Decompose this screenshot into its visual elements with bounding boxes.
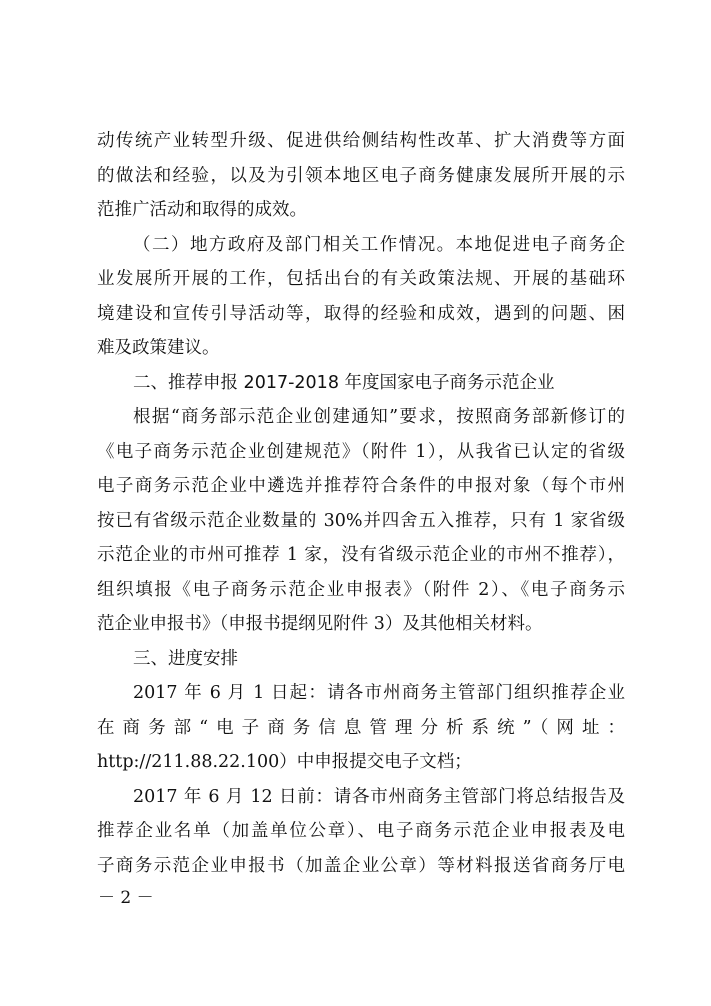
paragraph-line: 难及政策建议。 bbox=[97, 338, 220, 358]
paragraph-line: 在商务部“电子商务信息管理分析系统”（网址： bbox=[97, 717, 625, 738]
paragraph-line: 2017 年 6 月 1 日起：请各市州商务主管部门组织推荐企业 bbox=[133, 683, 625, 703]
paragraph-line: 推荐企业名单（加盖单位公章）、电子商务示范企业申报表及电 bbox=[97, 821, 625, 841]
paragraph-line: 2017 年 6 月 12 日前：请各市州商务主管部门将总结报告及 bbox=[133, 786, 625, 807]
paragraph-line: 业发展所开展的工作，包括出台的有关政策法规、开展的基础环 bbox=[97, 269, 625, 289]
paragraph-line: 电子商务示范企业中遴选并推荐符合条件的申报对象（每个市州 bbox=[97, 476, 625, 496]
paragraph-line: 境建设和宣传引导活动等，取得的经验和成效，遇到的问题、困 bbox=[97, 303, 625, 324]
section-heading: 二、推荐申报 2017-2018 年度国家电子商务示范企业 bbox=[133, 372, 555, 393]
paragraph-line: 《电子商务示范企业创建规范》（附件 1），从我省已认定的省级 bbox=[97, 441, 625, 462]
paragraph-line: （二）地方政府及部门相关工作情况。本地促进电子商务企 bbox=[133, 234, 625, 255]
paragraph-line: 示范企业的市州可推荐 1 家，没有省级示范企业的市州不推荐）， bbox=[97, 545, 625, 565]
document-body bbox=[97, 124, 625, 883]
paragraph-line: http://211.88.22.100）中申报提交电子文档； bbox=[97, 752, 472, 772]
paragraph-line: 范推广活动和取得的成效。 bbox=[97, 200, 307, 220]
page-number: － 2 － bbox=[98, 888, 154, 908]
paragraph-line: 组织填报《电子商务示范企业申报表》（附件 2）、《电子商务示 bbox=[97, 579, 625, 600]
paragraph-line: 子商务示范企业申报书（加盖企业公章）等材料报送省商务厅电 bbox=[97, 855, 625, 876]
paragraph-line: 范企业申报书》（申报书提纲见附件 3）及其他相关材料。 bbox=[97, 614, 543, 634]
section-heading: 三、进度安排 bbox=[133, 648, 238, 669]
paragraph-line: 根据“商务部示范企业创建通知”要求，按照商务部新修订的 bbox=[133, 407, 625, 427]
paragraph-line: 按已有省级示范企业数量的 30%并四舍五入推荐，只有 1 家省级 bbox=[97, 510, 625, 531]
paragraph-line: 的做法和经验，以及为引领本地区电子商务健康发展所开展的示 bbox=[97, 165, 625, 186]
paragraph-line: 动传统产业转型升级、促进供给侧结构性改革、扩大消费等方面 bbox=[97, 131, 625, 151]
